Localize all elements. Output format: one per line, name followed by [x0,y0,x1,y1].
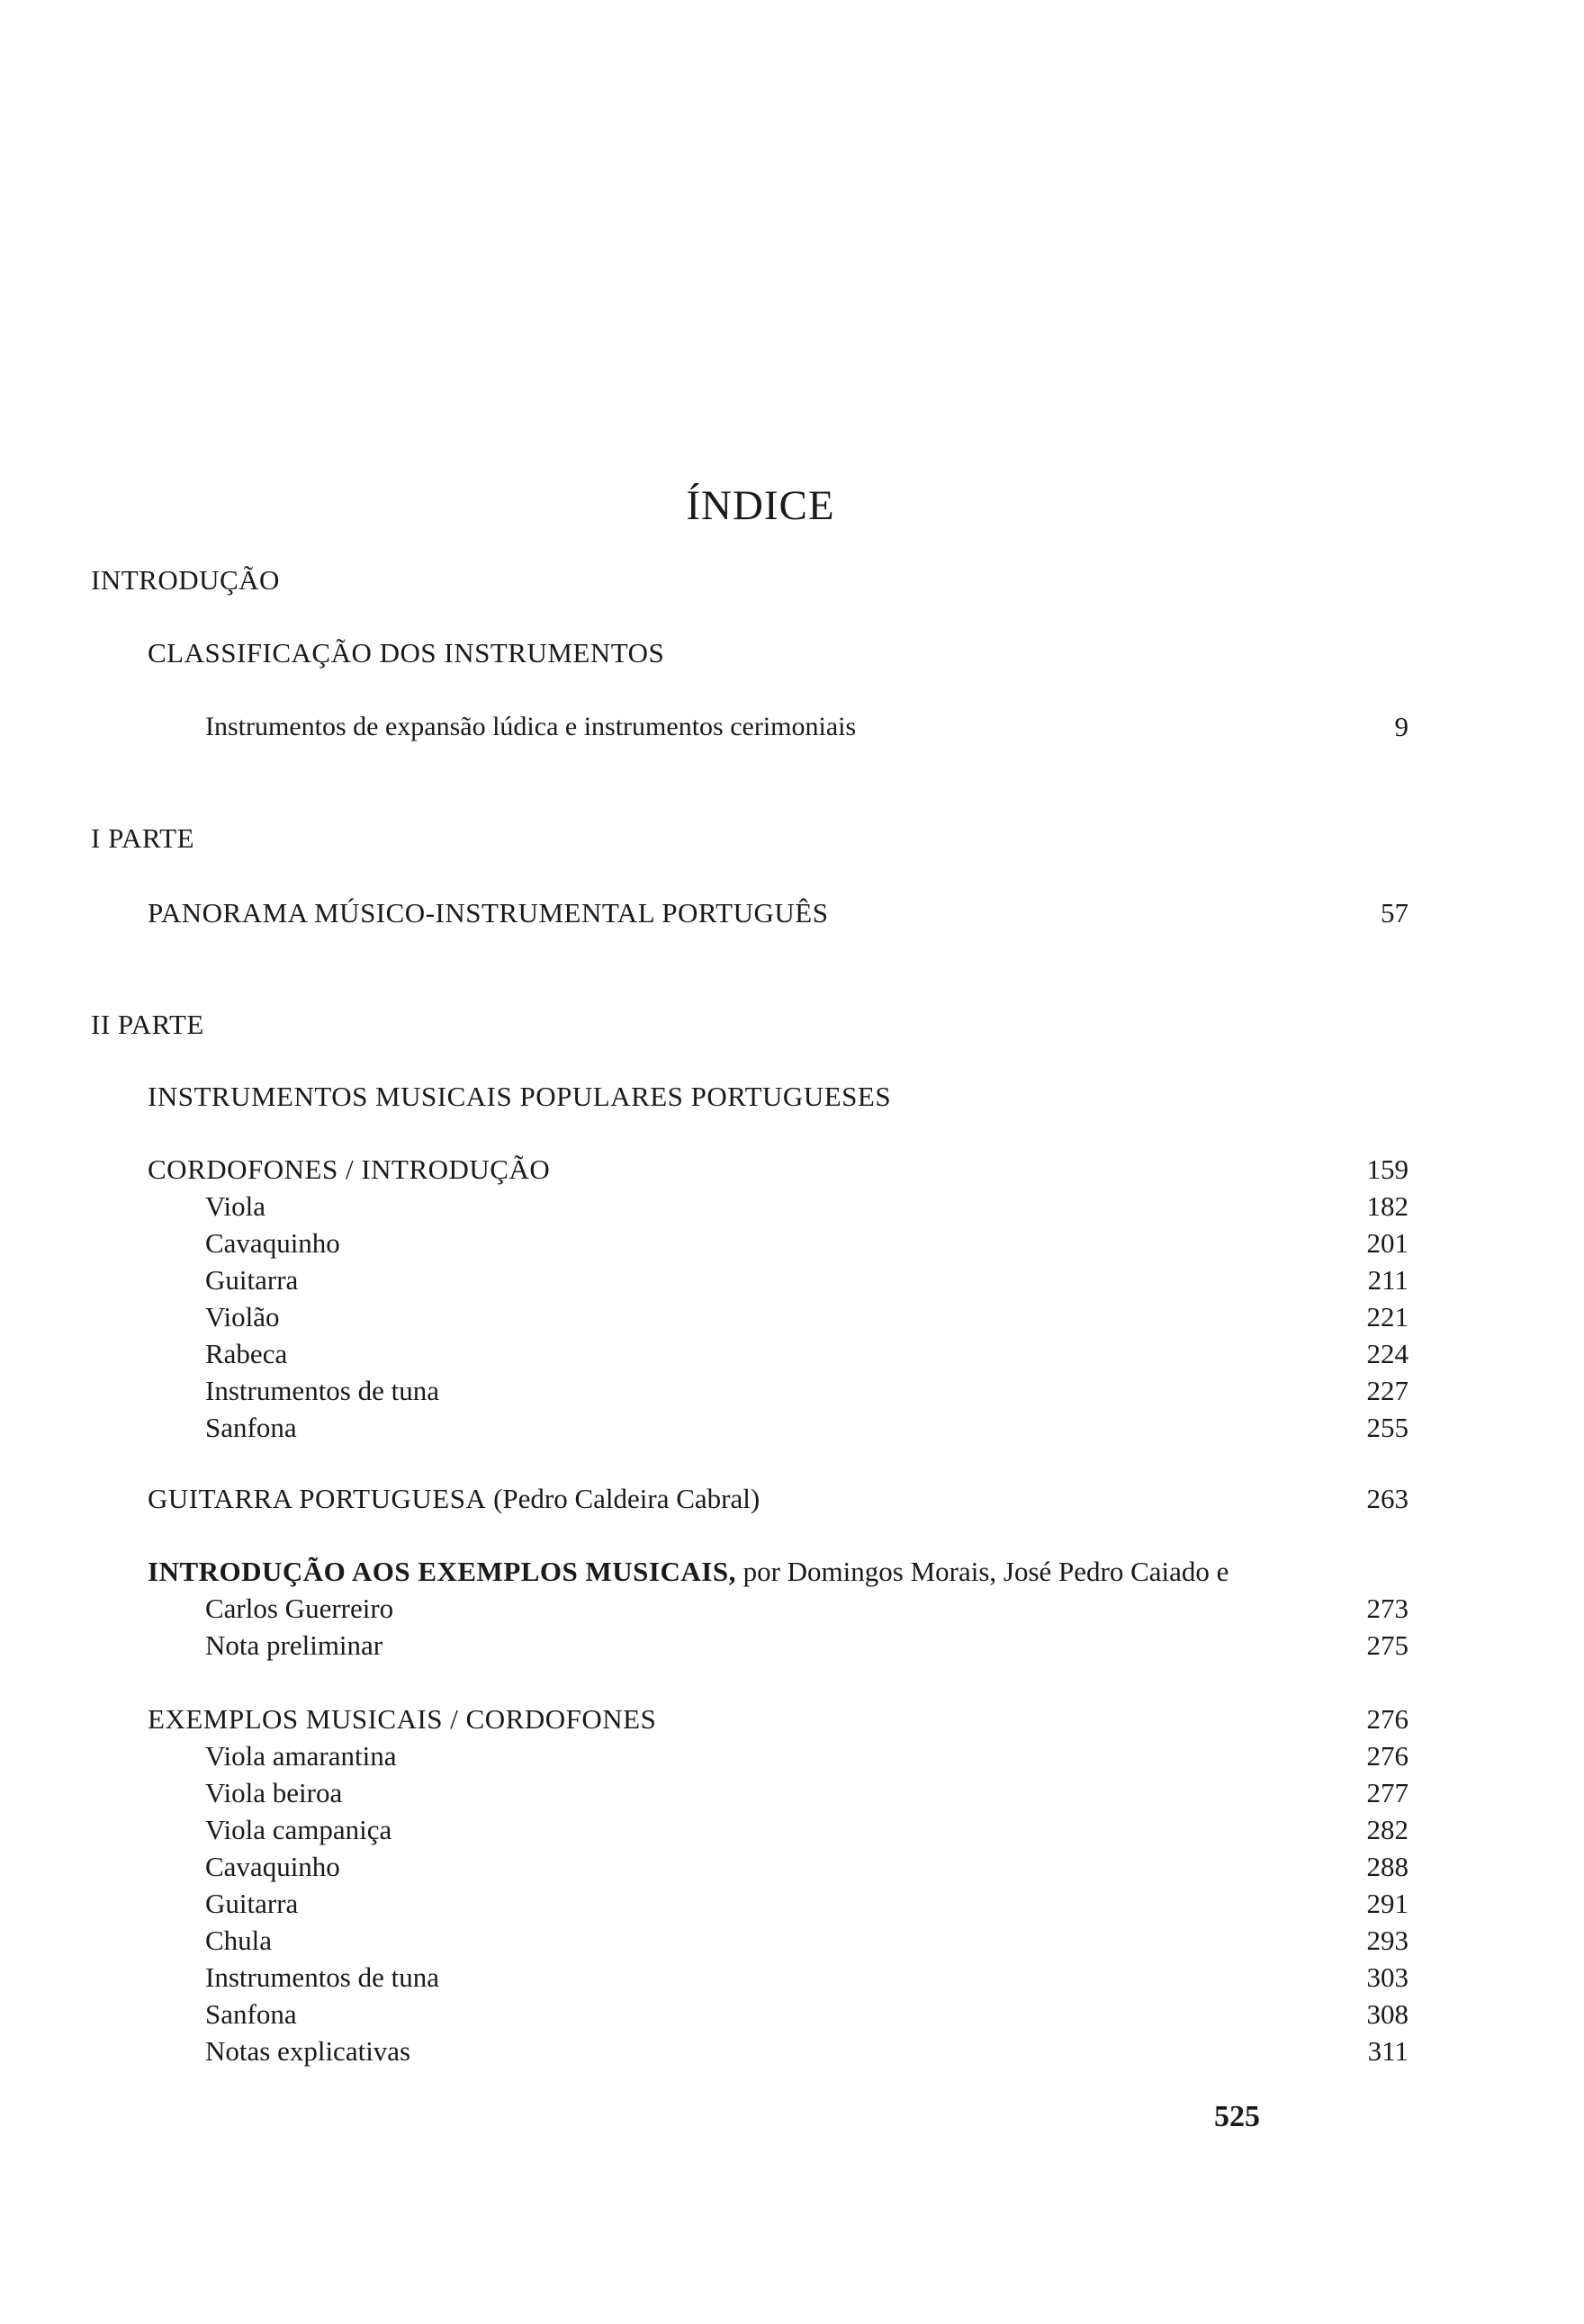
toc-page-notas-explicativas: 311 [1367,2035,1408,2067]
toc-entry-chula: Chula [205,1925,273,1956]
toc-entry-sanfona: Sanfona [205,1412,297,1443]
introducao-heading: INTRODUÇÃO [91,564,280,596]
toc-page-viola-campanica: 282 [1366,1814,1408,1845]
toc-entry-viola-beiroa: Viola beiroa [205,1777,343,1808]
toc-page-cordofones: 159 [1366,1153,1408,1185]
toc-entry-exemplos-cordofones: EXEMPLOS MUSICAIS / CORDOFONES [148,1703,657,1735]
toc-entry-guitarra-portuguesa [148,1483,760,1515]
toc-page-cavaquinho-exemplo: 288 [1366,1851,1408,1882]
toc-page-cavaquinho: 201 [1366,1227,1408,1259]
toc-entry-rabeca: Rabeca [205,1338,288,1369]
introducao-exemplos-label: INTRODUÇÃO AOS EXEMPLOS MUSICAIS, [148,1556,736,1587]
toc-entry-carlos-guerreiro: Carlos Guerreiro [205,1593,394,1624]
page-title: ÍNDICE [686,482,835,529]
toc-page-exemplos-cordofones: 276 [1366,1703,1408,1735]
toc-entry-sanfona-exemplo: Sanfona [205,1998,297,2030]
instrumentos-populares-heading: INSTRUMENTOS MUSICAIS POPULARES PORTUGUESES [148,1081,892,1112]
classificacao-heading: CLASSIFICAÇÃO DOS INSTRUMENTOS [148,637,665,668]
toc-page-chula: 293 [1366,1925,1408,1956]
toc-entry-guitarra-exemplo: Guitarra [205,1888,299,1919]
toc-page-guitarra-exemplo: 291 [1366,1888,1408,1919]
toc-page-instrumentos-de-tuna-exemplo: 303 [1366,1961,1408,1993]
toc-page-guitarra: 211 [1367,1264,1408,1296]
toc-page-rabeca: 224 [1366,1338,1408,1369]
toc-entry-violao: Violão [205,1301,280,1332]
toc-entry-instrumentos-de-tuna-exemplo: Instrumentos de tuna [205,1961,440,1993]
toc-entry-viola-amarantina: Viola amarantina [205,1740,397,1772]
toc-entry-expansao-ludica: Instrumentos de expansão lúdica e instrumentos cerimoniais [205,712,857,741]
toc-page-viola: 182 [1366,1190,1408,1222]
guitarra-portuguesa-author: (Pedro Caldeira Cabral) [493,1483,760,1514]
toc-entry-instrumentos-de-tuna: Instrumentos de tuna [205,1375,440,1406]
toc-entry-introducao-exemplos [148,1556,1228,1588]
toc-entry-cordofones: CORDOFONES / INTRODUÇÃO [148,1153,551,1185]
toc-entry-panorama: PANORAMA MÚSICO-INSTRUMENTAL PORTUGUÊS [148,897,829,929]
toc-page-viola-beiroa: 277 [1366,1777,1408,1808]
guitarra-portuguesa-label: GUITARRA PORTUGUESA [148,1483,487,1514]
toc-entry-notas-explicativas: Notas explicativas [205,2035,411,2067]
toc-page-sanfona: 255 [1366,1412,1408,1443]
toc-entry-cavaquinho: Cavaquinho [205,1227,340,1259]
parte1-heading: I PARTE [91,822,195,854]
toc-entry-guitarra: Guitarra [205,1264,299,1296]
toc-page-nota-preliminar: 275 [1366,1629,1408,1661]
toc-entry-nota-preliminar: Nota preliminar [205,1629,383,1661]
toc-entry-viola: Viola [205,1190,266,1222]
toc-entry-cavaquinho-exemplo: Cavaquinho [205,1851,340,1882]
page-number: 525 [1214,2100,1260,2133]
parte2-heading: II PARTE [91,1009,204,1040]
toc-entry-viola-campanica: Viola campaniça [205,1814,392,1845]
toc-page-viola-amarantina: 276 [1366,1740,1408,1772]
toc-page-violao: 221 [1366,1301,1408,1332]
toc-page-guitarra-portuguesa: 263 [1366,1483,1408,1514]
toc-page-carlos-guerreiro: 273 [1366,1593,1408,1624]
toc-page-instrumentos-de-tuna: 227 [1366,1375,1408,1406]
toc-page-expansao-ludica: 9 [1394,711,1408,742]
introducao-exemplos-authors: por Domingos Morais, José Pedro Caiado e [742,1556,1229,1587]
toc-page-sanfona-exemplo: 308 [1366,1998,1408,2030]
toc-page-panorama: 57 [1381,897,1408,929]
